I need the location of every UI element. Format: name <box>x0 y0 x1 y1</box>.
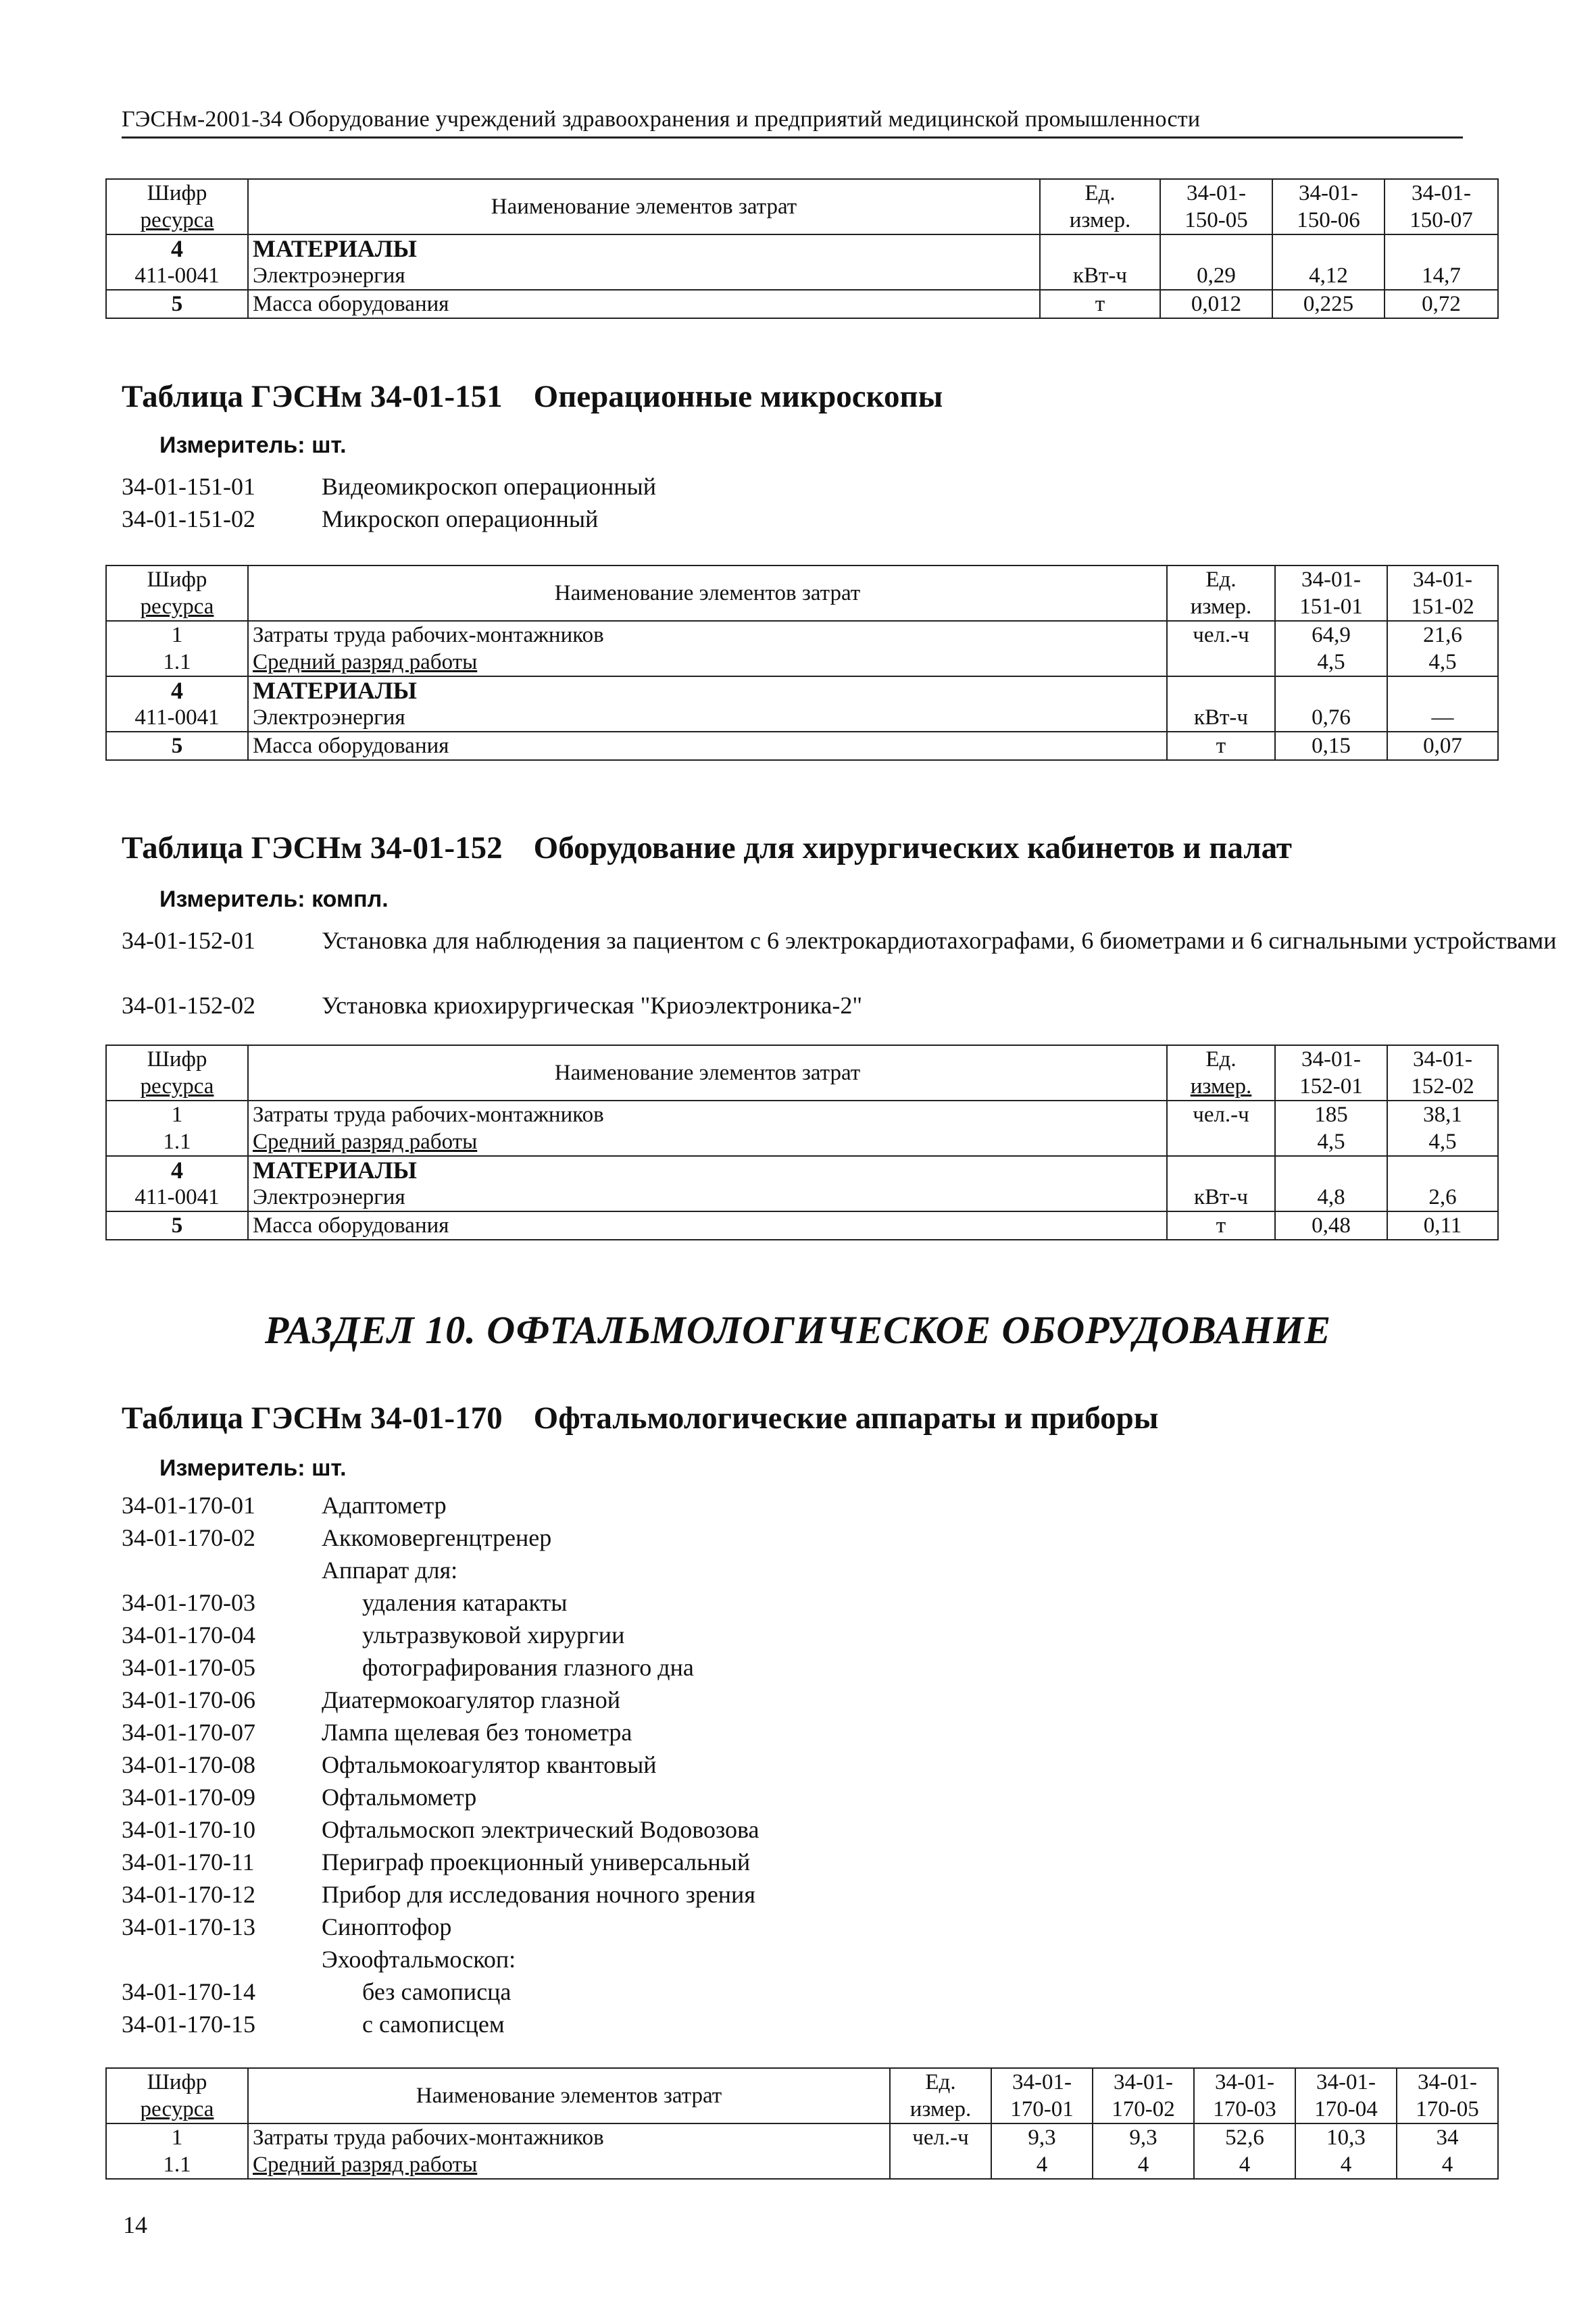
item-code: 34-01-151-01 <box>122 473 255 500</box>
header-col-b: 152-02 <box>1411 1074 1474 1099</box>
row-value: 4,5 <box>1275 649 1387 676</box>
row-value: 0,11 <box>1387 1211 1498 1240</box>
table-34-01-150-continued <box>105 178 1499 319</box>
row-code: 5 <box>106 1211 248 1240</box>
row-name: Затраты труда рабочих-монтажников <box>248 2123 890 2151</box>
row-unit <box>1167 676 1275 704</box>
page-number: 14 <box>123 2211 147 2238</box>
meter-label: Измеритель: <box>159 1455 305 1481</box>
header-col-b: 150-05 <box>1184 208 1248 232</box>
header-col-b: 170-04 <box>1314 2097 1378 2121</box>
item-code: 34-01-152-01 <box>122 927 255 954</box>
row-name: Электроэнергия <box>248 262 1040 290</box>
table-name: Оборудование для хирургических кабинетов и палат <box>533 830 1292 865</box>
table-row <box>106 1211 1498 1240</box>
row-value <box>1385 234 1498 262</box>
item-code: 34-01-170-14 <box>122 1978 255 2005</box>
row-unit <box>890 2151 991 2179</box>
row-value: 0,15 <box>1275 732 1387 760</box>
header-name: Наименование элементов затрат <box>248 179 1040 234</box>
row-value: 0,76 <box>1275 704 1387 732</box>
row-value: 4 <box>991 2151 1093 2179</box>
table-row <box>106 2151 1498 2179</box>
table-34-01-152 <box>105 1045 1499 1240</box>
item-text: Офтальмометр <box>322 1784 477 1811</box>
item-text: Аппарат для: <box>322 1557 458 1584</box>
row-unit: т <box>1167 1211 1275 1240</box>
header-col-b: 170-02 <box>1112 2097 1175 2121</box>
header-col-a: 34-01- <box>1412 181 1471 205</box>
item-text: Адаптометр <box>322 1492 447 1519</box>
table-row <box>106 704 1498 732</box>
table-name: Офтальмологические аппараты и приборы <box>533 1401 1159 1436</box>
header-code-2: ресурса <box>140 1074 214 1099</box>
row-value: 4,5 <box>1387 649 1498 676</box>
header-unit: Ед. <box>1084 181 1116 205</box>
row-value: 38,1 <box>1387 1101 1498 1128</box>
row-code: 5 <box>106 732 248 760</box>
item-text: фотографирования глазного дна <box>362 1654 694 1681</box>
running-header: ГЭСНм-2001-34 Оборудование учреждений здравоохранения и предприятий медицинской промышленности <box>122 107 1463 139</box>
meter-value: шт. <box>311 1455 347 1481</box>
header-code-2: ресурса <box>140 2097 214 2121</box>
row-value: 4 <box>1295 2151 1397 2179</box>
row-code: 411-0041 <box>106 1184 248 1211</box>
row-name: МАТЕРИАЛЫ <box>248 676 1167 704</box>
header-col-b: 151-01 <box>1299 595 1363 619</box>
row-name: Электроэнергия <box>248 704 1167 732</box>
item-code: 34-01-152-02 <box>122 992 255 1019</box>
meter-value: шт. <box>311 432 347 458</box>
item-text: Офтальмокоагулятор квантовый <box>322 1751 657 1778</box>
table-34-01-151 <box>105 565 1499 761</box>
header-col-a: 34-01- <box>1299 181 1358 205</box>
row-name: Затраты труда рабочих-монтажников <box>248 621 1167 649</box>
item-code: 34-01-151-02 <box>122 505 255 532</box>
row-code: 1.1 <box>106 2151 248 2179</box>
header-col-a: 34-01- <box>1187 181 1246 205</box>
item-text: Диатермокоагулятор глазной <box>322 1686 621 1713</box>
table-row <box>106 2123 1498 2151</box>
item-text: Прибор для исследования ночного зрения <box>322 1881 755 1908</box>
item-code: 34-01-170-11 <box>122 1848 255 1876</box>
item-code: 34-01-170-10 <box>122 1816 255 1843</box>
header-col-b: 150-06 <box>1297 208 1360 232</box>
row-code: 1 <box>106 2123 248 2151</box>
table-152-meter <box>159 886 389 913</box>
row-value: 0,012 <box>1160 290 1272 318</box>
row-value <box>1275 676 1387 704</box>
table-row <box>106 621 1498 649</box>
header-col-b: 170-01 <box>1010 2097 1074 2121</box>
row-code: 4 <box>106 234 248 262</box>
row-code: 4 <box>106 1156 248 1184</box>
row-value <box>1275 1156 1387 1184</box>
table-row <box>106 1156 1498 1184</box>
row-value: 0,48 <box>1275 1211 1387 1240</box>
table-row <box>106 1128 1498 1156</box>
table-row <box>106 676 1498 704</box>
row-unit: кВт-ч <box>1040 262 1160 290</box>
section-title: РАЗДЕЛ 10. ОФТАЛЬМОЛОГИЧЕСКОЕ ОБОРУДОВАНИЕ <box>264 1308 1332 1352</box>
row-code: 1 <box>106 621 248 649</box>
row-code: 1.1 <box>106 649 248 676</box>
item-text: Периграф проекционный универсальный <box>322 1848 751 1876</box>
row-value: 4,5 <box>1275 1128 1387 1156</box>
item-text: Микроскоп операционный <box>322 505 599 532</box>
header-col-a: 34-01- <box>1114 2070 1173 2094</box>
meter-label: Измеритель: <box>159 432 305 458</box>
row-code: 5 <box>106 290 248 318</box>
table-prefix: Таблица ГЭСНм 34-01-151 <box>122 379 503 414</box>
row-name: Электроэнергия <box>248 1184 1167 1211</box>
row-code: 1.1 <box>106 1128 248 1156</box>
table-152-title <box>122 830 1292 866</box>
item-code: 34-01-170-02 <box>122 1524 255 1551</box>
item-text: Офтальмоскоп электрический Водовозова <box>322 1816 759 1843</box>
item-text: Эхоофтальмоскоп: <box>322 1946 516 1973</box>
row-unit: чел.-ч <box>1167 1101 1275 1128</box>
meter-value: компл. <box>311 886 389 912</box>
header-unit: Ед. <box>925 2070 956 2094</box>
header-code-2: ресурса <box>140 208 214 232</box>
table-151-title <box>122 378 943 415</box>
table-header-row <box>106 2068 1498 2123</box>
row-value: 4,12 <box>1272 262 1385 290</box>
row-unit: кВт-ч <box>1167 704 1275 732</box>
header-col-a: 34-01- <box>1413 1047 1472 1072</box>
row-name: Средний разряд работы <box>248 1128 1167 1156</box>
row-unit <box>1167 1156 1275 1184</box>
item-text: Установка для наблюдения за пациентом с 6 электрокардиотахографами, 6 биометрами и 6 сигнальными устройствами <box>322 927 1557 954</box>
header-col-b: 151-02 <box>1411 595 1474 619</box>
row-value: — <box>1387 704 1498 732</box>
row-value: 185 <box>1275 1101 1387 1128</box>
header-col-b: 170-05 <box>1416 2097 1479 2121</box>
header-col-a: 34-01- <box>1012 2070 1072 2094</box>
row-value <box>1387 676 1498 704</box>
table-prefix: Таблица ГЭСНм 34-01-152 <box>122 830 503 865</box>
table-row <box>106 649 1498 676</box>
row-unit: чел.-ч <box>1167 621 1275 649</box>
item-code: 34-01-170-04 <box>122 1621 255 1649</box>
row-value: 52,6 <box>1194 2123 1295 2151</box>
header-col-a: 34-01- <box>1301 568 1361 592</box>
item-text: без самописца <box>362 1978 512 2005</box>
table-170-meter <box>159 1455 347 1482</box>
header-col-a: 34-01- <box>1316 2070 1376 2094</box>
row-name: Масса оборудования <box>248 1211 1167 1240</box>
row-value: 21,6 <box>1387 621 1498 649</box>
header-col-a: 34-01- <box>1301 1047 1361 1072</box>
row-name: Средний разряд работы <box>248 649 1167 676</box>
header-col-b: 170-03 <box>1213 2097 1276 2121</box>
header-col-a: 34-01- <box>1418 2070 1477 2094</box>
row-value: 4,8 <box>1275 1184 1387 1211</box>
table-row <box>106 1184 1498 1211</box>
header-name: Наименование элементов затрат <box>248 2068 890 2123</box>
header-col-b: 152-01 <box>1299 1074 1363 1099</box>
row-code: 1 <box>106 1101 248 1128</box>
row-unit <box>1040 234 1160 262</box>
row-name: МАТЕРИАЛЫ <box>248 1156 1167 1184</box>
table-row <box>106 290 1498 318</box>
row-value: 4 <box>1397 2151 1498 2179</box>
item-code: 34-01-170-09 <box>122 1784 255 1811</box>
header-unit-2: измер. <box>909 2097 972 2121</box>
row-name: Масса оборудования <box>248 290 1040 318</box>
header-col-a: 34-01- <box>1413 568 1472 592</box>
item-code: 34-01-170-01 <box>122 1492 255 1519</box>
row-value <box>1160 234 1272 262</box>
item-code: 34-01-170-08 <box>122 1751 255 1778</box>
row-name: Средний разряд работы <box>248 2151 890 2179</box>
row-unit: т <box>1167 732 1275 760</box>
row-value: 2,6 <box>1387 1184 1498 1211</box>
item-code: 34-01-170-07 <box>122 1719 255 1746</box>
item-text: Видеомикроскоп операционный <box>322 473 656 500</box>
row-code: 4 <box>106 676 248 704</box>
item-text: Лампа щелевая без тонометра <box>322 1719 632 1746</box>
header-code-2: ресурса <box>140 595 214 619</box>
table-prefix: Таблица ГЭСНм 34-01-170 <box>122 1401 503 1436</box>
header-unit: Ед. <box>1205 568 1237 592</box>
item-code: 34-01-170-13 <box>122 1913 255 1940</box>
row-unit: т <box>1040 290 1160 318</box>
row-value: 0,29 <box>1160 262 1272 290</box>
table-row <box>106 262 1498 290</box>
row-unit <box>1167 649 1275 676</box>
row-value: 9,3 <box>1093 2123 1194 2151</box>
table-header-row <box>106 179 1498 234</box>
item-code: 34-01-170-12 <box>122 1881 255 1908</box>
item-text: Установка криохирургическая "Криоэлектроника-2" <box>322 992 863 1019</box>
meter-label: Измеритель: <box>159 886 305 912</box>
item-text: Аккомовергенцтренер <box>322 1524 552 1551</box>
header-code: Шифр <box>147 181 207 205</box>
header-name: Наименование элементов затрат <box>248 1045 1167 1101</box>
row-value: 0,225 <box>1272 290 1385 318</box>
table-row <box>106 732 1498 760</box>
row-unit: кВт-ч <box>1167 1184 1275 1211</box>
table-row <box>106 234 1498 262</box>
header-unit-2: измер. <box>1190 1074 1252 1099</box>
header-code: Шифр <box>147 568 207 592</box>
row-value: 4 <box>1194 2151 1295 2179</box>
item-code: 34-01-170-06 <box>122 1686 255 1713</box>
row-value: 14,7 <box>1385 262 1498 290</box>
item-code: 34-01-170-05 <box>122 1654 255 1681</box>
item-text: удаления катаракты <box>362 1589 568 1616</box>
row-value: 0,72 <box>1385 290 1498 318</box>
item-text: с самописцем <box>362 2011 505 2038</box>
row-name: Масса оборудования <box>248 732 1167 760</box>
row-value <box>1272 234 1385 262</box>
row-unit: чел.-ч <box>890 2123 991 2151</box>
header-col-b: 150-07 <box>1410 208 1473 232</box>
header-col-a: 34-01- <box>1215 2070 1274 2094</box>
row-value <box>1387 1156 1498 1184</box>
table-name: Операционные микроскопы <box>533 379 943 414</box>
row-value: 0,07 <box>1387 732 1498 760</box>
header-unit: Ед. <box>1205 1047 1237 1072</box>
table-151-meter <box>159 432 347 459</box>
table-34-01-170 <box>105 2067 1499 2180</box>
row-name: МАТЕРИАЛЫ <box>248 234 1040 262</box>
row-value: 64,9 <box>1275 621 1387 649</box>
table-170-title <box>122 1400 1159 1436</box>
row-unit <box>1167 1128 1275 1156</box>
item-text: ультразвуковой хирургии <box>362 1621 625 1649</box>
item-text: Синоптофор <box>322 1913 452 1940</box>
header-code: Шифр <box>147 1047 207 1072</box>
row-name: Затраты труда рабочих-монтажников <box>248 1101 1167 1128</box>
header-unit-2: измер. <box>1069 208 1131 232</box>
item-code: 34-01-170-15 <box>122 2011 255 2038</box>
row-value: 9,3 <box>991 2123 1093 2151</box>
row-code: 411-0041 <box>106 704 248 732</box>
table-header-row <box>106 1045 1498 1101</box>
table-header-row <box>106 565 1498 621</box>
row-value: 4 <box>1093 2151 1194 2179</box>
header-name: Наименование элементов затрат <box>248 565 1167 621</box>
item-code: 34-01-170-03 <box>122 1589 255 1616</box>
header-unit-2: измер. <box>1190 595 1252 619</box>
row-value: 10,3 <box>1295 2123 1397 2151</box>
row-code: 411-0041 <box>106 262 248 290</box>
row-value: 34 <box>1397 2123 1498 2151</box>
table-row <box>106 1101 1498 1128</box>
row-value: 4,5 <box>1387 1128 1498 1156</box>
header-code: Шифр <box>147 2070 207 2094</box>
